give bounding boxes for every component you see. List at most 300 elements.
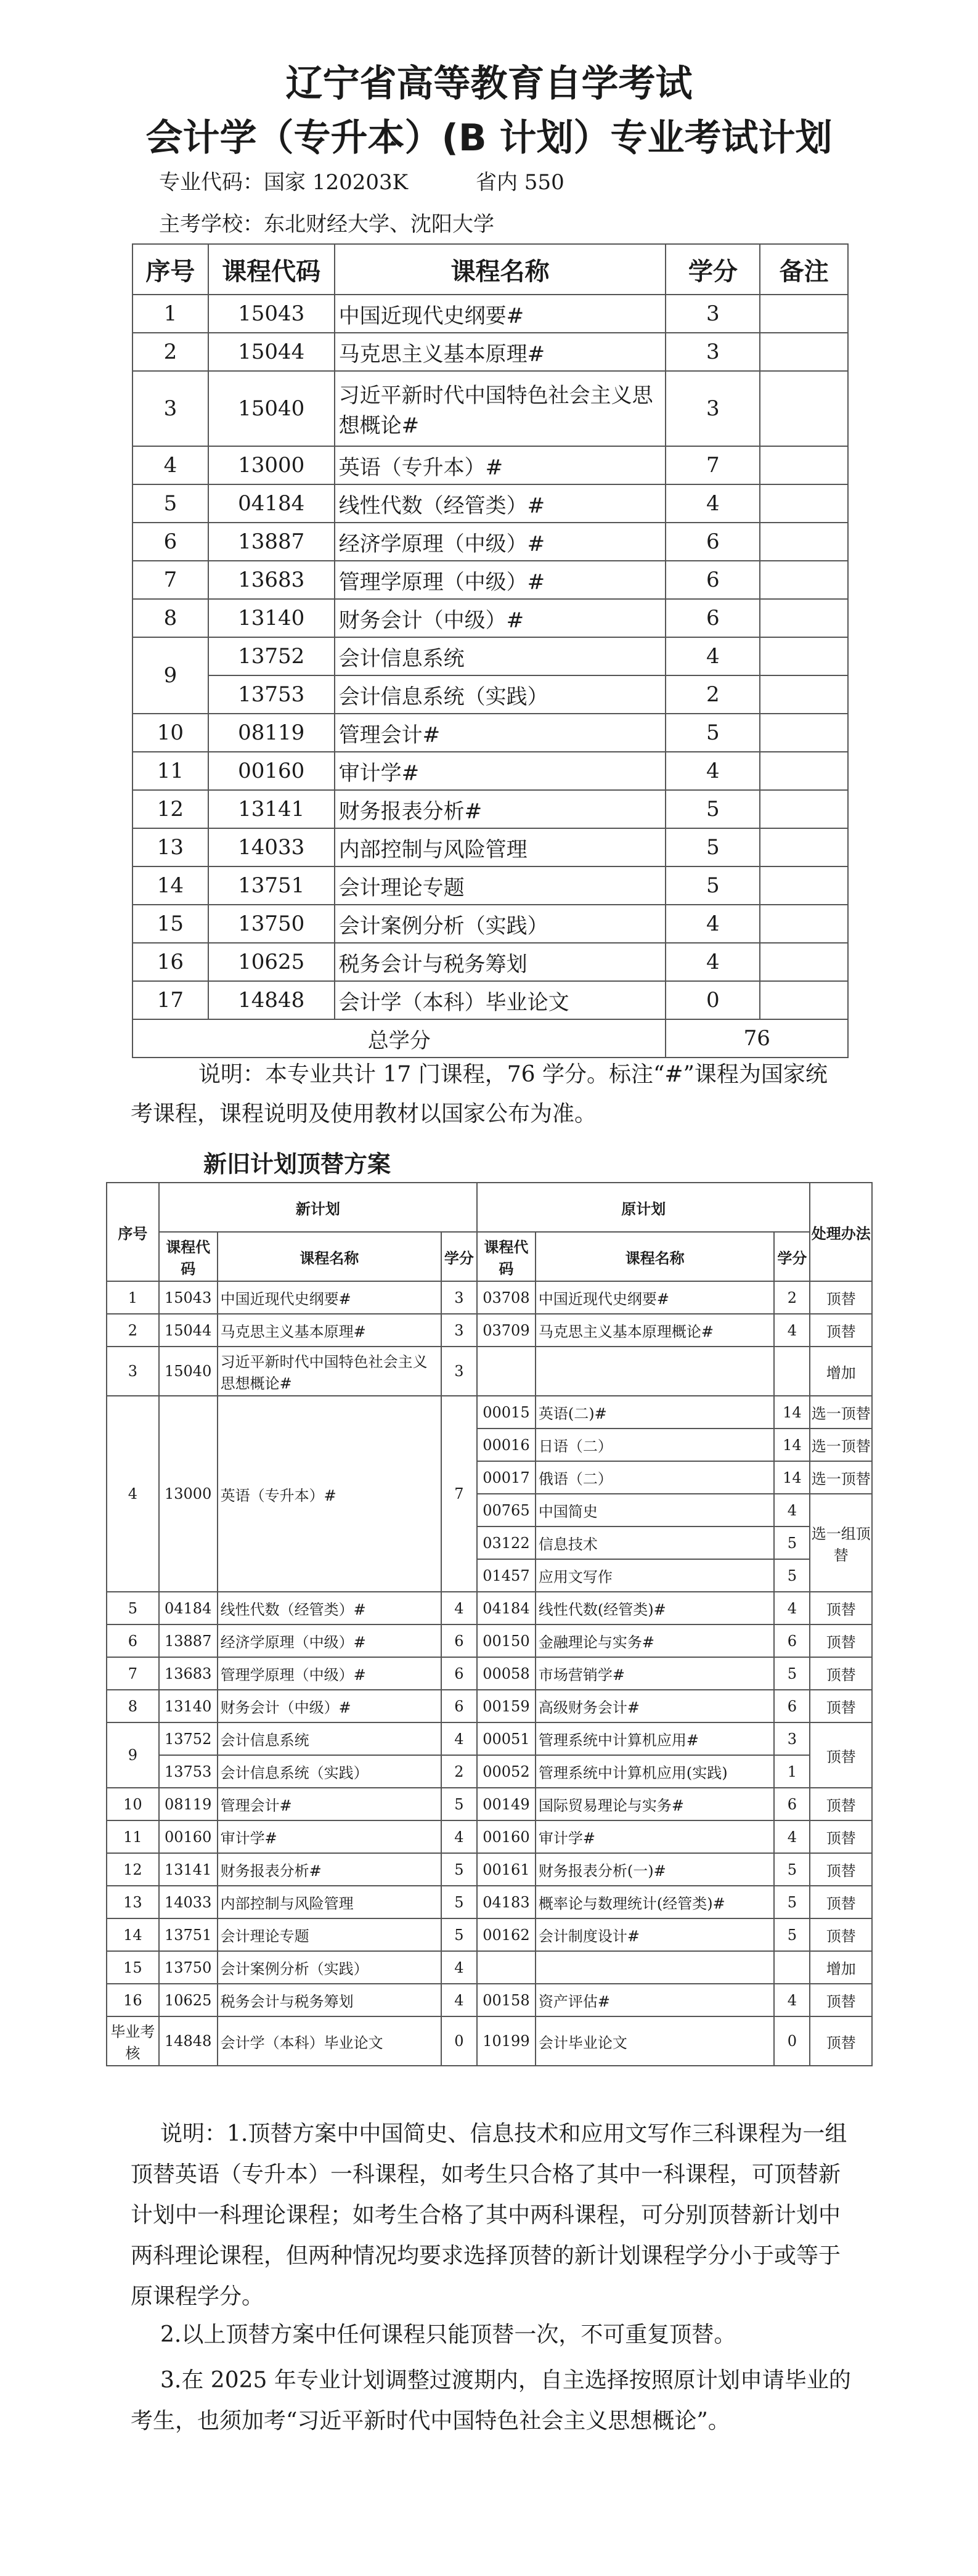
table-row (107, 1788, 872, 1820)
old-credit: 5 (774, 1886, 810, 1918)
old-credit: 5 (774, 1559, 810, 1592)
old-code: 00162 (477, 1918, 536, 1951)
table-row (132, 561, 848, 599)
method: 选一顶替 (810, 1396, 872, 1429)
new-credit: 5 (441, 1886, 477, 1918)
method: 顶替 (810, 1592, 872, 1624)
new-name: 会计信息系统（实践） (218, 1755, 441, 1788)
table-row (107, 1347, 872, 1396)
new-code: 15043 (159, 1281, 218, 1314)
header-remark: 备注 (760, 244, 848, 295)
method: 增加 (810, 1347, 872, 1396)
course-name: 审计学# (335, 752, 666, 790)
new-code: 13140 (159, 1690, 218, 1722)
table-row (132, 295, 848, 333)
course-name: 内部控制与风险管理 (335, 828, 666, 866)
table-row (132, 752, 848, 790)
new-code: 13750 (159, 1951, 218, 1984)
new-code: 13141 (159, 1853, 218, 1886)
new-name: 会计理论专题 (218, 1918, 441, 1951)
course-name: 财务报表分析# (335, 790, 666, 828)
method: 顶替 (810, 1722, 872, 1788)
new-credit: 2 (441, 1755, 477, 1788)
header-new-credit: 学分 (441, 1232, 477, 1281)
course-name: 税务会计与税务筹划 (335, 943, 666, 981)
old-code: 00015 (477, 1396, 536, 1429)
table-row (107, 1951, 872, 1984)
replacement-note-1: 说明：1.顶替方案中中国简史、信息技术和应用文写作三科课程为一组顶替英语（专升本）一科课程，如考生只合格了其中一科课程，可顶替新计划中一科理论课程；如考生合格了其中两科课程，可分别顶替新计划中两科理论课程，但两种情况均要求选择顶替的新计划课程学分小于或等于原课程学分。 (131, 2121, 847, 2309)
row-no: 15 (132, 905, 208, 943)
course-remark (760, 371, 848, 446)
row-no: 毕业考核 (107, 2016, 159, 2066)
table-row (107, 1592, 872, 1624)
old-credit: 14 (774, 1396, 810, 1429)
course-credit: 4 (666, 484, 760, 523)
new-credit: 3 (441, 1347, 477, 1396)
new-name: 审计学# (218, 1820, 441, 1853)
header-new-plan: 新计划 (159, 1183, 477, 1232)
header-no: 序号 (107, 1183, 159, 1281)
table-row (107, 1657, 872, 1690)
table-row (132, 484, 848, 523)
course-remark (760, 943, 848, 981)
course-remark (760, 484, 848, 523)
old-code: 00765 (477, 1494, 536, 1526)
old-name: 会计制度设计# (536, 1918, 774, 1951)
old-name: 马克思主义基本原理概论# (536, 1314, 774, 1347)
old-name: 俄语（二） (536, 1461, 774, 1494)
old-name: 中国简史 (536, 1494, 774, 1526)
old-name: 审计学# (536, 1820, 774, 1853)
course-name: 会计案例分析（实践） (335, 905, 666, 943)
old-code: 00058 (477, 1657, 536, 1690)
header-old-credit: 学分 (774, 1232, 810, 1281)
new-credit: 4 (441, 1592, 477, 1624)
old-code (477, 1347, 536, 1396)
document-title-line1: 辽宁省高等教育自学考试 (285, 62, 693, 105)
new-credit: 4 (441, 1820, 477, 1853)
old-credit: 5 (774, 1918, 810, 1951)
course-code: 13750 (208, 905, 335, 943)
course-code: 10625 (208, 943, 335, 981)
old-code: 00051 (477, 1722, 536, 1755)
course-code: 15044 (208, 333, 335, 371)
table-row (107, 1690, 872, 1722)
old-credit: 4 (774, 1494, 810, 1526)
old-credit: 6 (774, 1690, 810, 1722)
course-remark (760, 599, 848, 637)
method: 顶替 (810, 1984, 872, 2016)
old-name: 日语（二） (536, 1429, 774, 1461)
course-remark (760, 675, 848, 714)
old-credit: 0 (774, 2016, 810, 2066)
header-new-code: 课程代码 (159, 1232, 218, 1281)
old-name: 高级财务会计# (536, 1690, 774, 1722)
old-name: 信息技术 (536, 1526, 774, 1559)
old-code (477, 1951, 536, 1984)
row-no: 13 (107, 1886, 159, 1918)
table-row (132, 599, 848, 637)
table-row (107, 2016, 872, 2066)
row-no: 9 (132, 637, 208, 714)
table-row (132, 333, 848, 371)
course-name: 会计信息系统（实践） (335, 675, 666, 714)
new-name: 经济学原理（中级）# (218, 1624, 441, 1657)
new-credit: 6 (441, 1690, 477, 1722)
old-name: 管理系统中计算机应用(实践) (536, 1755, 774, 1788)
row-no: 2 (107, 1314, 159, 1347)
table-row (132, 828, 848, 866)
new-credit: 3 (441, 1314, 477, 1347)
old-code: 00159 (477, 1690, 536, 1722)
replacement-note-3: 3.在 2025 年专业计划调整过渡期内，自主选择按照原计划申请毕业的考生，也须加考“习近平新时代中国特色社会主义思想概论”。 (131, 2368, 851, 2434)
old-name: 国际贸易理论与实务# (536, 1788, 774, 1820)
row-no: 12 (107, 1853, 159, 1886)
row-no: 7 (107, 1657, 159, 1690)
course-remark (760, 637, 848, 675)
course-remark (760, 295, 848, 333)
row-no: 17 (132, 981, 208, 1019)
header-credit: 学分 (666, 244, 760, 295)
row-no: 1 (107, 1281, 159, 1314)
old-name: 财务报表分析(一)# (536, 1853, 774, 1886)
new-credit: 5 (441, 1788, 477, 1820)
old-code: 00017 (477, 1461, 536, 1494)
table-row (107, 1853, 872, 1886)
course-code: 04184 (208, 484, 335, 523)
header-old-plan: 原计划 (477, 1183, 810, 1232)
new-name: 习近平新时代中国特色社会主义思想概论# (218, 1347, 441, 1396)
new-code: 08119 (159, 1788, 218, 1820)
new-credit: 6 (441, 1624, 477, 1657)
header-old-code: 课程代码 (477, 1232, 536, 1281)
host-schools: 主考学校：东北财经大学、沈阳大学 (159, 212, 494, 237)
old-credit: 2 (774, 1281, 810, 1314)
course-credit: 4 (666, 752, 760, 790)
new-code: 13683 (159, 1657, 218, 1690)
course-credit: 7 (666, 446, 760, 484)
table-row (132, 637, 848, 675)
course-code: 08119 (208, 714, 335, 752)
table-header-row (132, 244, 848, 295)
course-name: 管理会计# (335, 714, 666, 752)
row-no: 10 (132, 714, 208, 752)
old-code: 00160 (477, 1820, 536, 1853)
new-name: 会计信息系统 (218, 1722, 441, 1755)
old-code: 04183 (477, 1886, 536, 1918)
table-row (132, 371, 848, 446)
old-credit: 4 (774, 1592, 810, 1624)
course-name: 财务会计（中级）# (335, 599, 666, 637)
table-row (107, 1624, 872, 1657)
course-code: 14848 (208, 981, 335, 1019)
new-name: 财务会计（中级）# (218, 1690, 441, 1722)
row-no: 14 (132, 866, 208, 905)
old-credit: 5 (774, 1657, 810, 1690)
course-credit: 5 (666, 714, 760, 752)
row-no: 15 (107, 1951, 159, 1984)
course-name: 英语（专升本）# (335, 446, 666, 484)
table-row (107, 1396, 872, 1429)
old-name: 线性代数(经管类)# (536, 1592, 774, 1624)
new-code: 13887 (159, 1624, 218, 1657)
course-code: 13141 (208, 790, 335, 828)
replacement-plan-title: 新旧计划顶替方案 (203, 1151, 391, 1178)
course-name: 会计学（本科）毕业论文 (335, 981, 666, 1019)
method: 选一顶替 (810, 1461, 872, 1494)
method: 顶替 (810, 1788, 872, 1820)
table-row (107, 1820, 872, 1853)
course-remark (760, 752, 848, 790)
new-code: 13000 (159, 1396, 218, 1592)
table-row (132, 714, 848, 752)
old-code: 03122 (477, 1526, 536, 1559)
course-code: 14033 (208, 828, 335, 866)
course-credit: 3 (666, 333, 760, 371)
course-remark (760, 905, 848, 943)
table-row (132, 523, 848, 561)
new-code: 04184 (159, 1592, 218, 1624)
row-no: 11 (132, 752, 208, 790)
course-code: 13752 (208, 637, 335, 675)
table-row (107, 1886, 872, 1918)
header-name: 课程名称 (335, 244, 666, 295)
old-name: 概率论与数理统计(经管类)# (536, 1886, 774, 1918)
table-row (107, 1722, 872, 1755)
total-label: 总学分 (132, 1019, 666, 1058)
course-remark (760, 333, 848, 371)
old-credit: 6 (774, 1624, 810, 1657)
old-credit: 1 (774, 1755, 810, 1788)
header-old-name: 课程名称 (536, 1232, 774, 1281)
new-name: 中国近现代史纲要# (218, 1281, 441, 1314)
new-name: 马克思主义基本原理# (218, 1314, 441, 1347)
row-no: 7 (132, 561, 208, 599)
old-code: 00161 (477, 1853, 536, 1886)
old-code: 03709 (477, 1314, 536, 1347)
old-name (536, 1951, 774, 1984)
course-name: 中国近现代史纲要# (335, 295, 666, 333)
table-row (107, 1918, 872, 1951)
course-name: 管理学原理（中级）# (335, 561, 666, 599)
course-code: 13887 (208, 523, 335, 561)
course-code: 15043 (208, 295, 335, 333)
new-name: 税务会计与税务筹划 (218, 1984, 441, 2016)
new-credit: 5 (441, 1918, 477, 1951)
old-credit: 3 (774, 1722, 810, 1755)
new-code: 13751 (159, 1918, 218, 1951)
old-credit: 4 (774, 1820, 810, 1853)
header-no: 序号 (132, 244, 208, 295)
course-name: 习近平新时代中国特色社会主义思想概论# (335, 371, 666, 446)
course-credit: 5 (666, 866, 760, 905)
table-row (132, 866, 848, 905)
new-name: 财务报表分析# (218, 1853, 441, 1886)
new-name: 内部控制与风险管理 (218, 1886, 441, 1918)
course-credit: 6 (666, 523, 760, 561)
table-row (107, 1281, 872, 1314)
course-remark (760, 714, 848, 752)
course-name: 经济学原理（中级）# (335, 523, 666, 561)
course-name: 线性代数（经管类）# (335, 484, 666, 523)
new-name: 管理会计# (218, 1788, 441, 1820)
major-code: 专业代码：国家 120203K (159, 170, 408, 195)
old-code: 01457 (477, 1559, 536, 1592)
course-plan-table (132, 243, 849, 1058)
old-code: 04184 (477, 1592, 536, 1624)
table-row (107, 1984, 872, 2016)
new-name: 英语（专升本）# (218, 1396, 441, 1592)
province-code: 省内 550 (476, 170, 564, 195)
method: 顶替 (810, 1314, 872, 1347)
row-no: 11 (107, 1820, 159, 1853)
new-name: 线性代数（经管类）# (218, 1592, 441, 1624)
old-code: 00052 (477, 1755, 536, 1788)
course-remark (760, 523, 848, 561)
table-header-row (107, 1232, 872, 1281)
new-code: 14033 (159, 1886, 218, 1918)
old-name: 应用文写作 (536, 1559, 774, 1592)
row-no: 8 (107, 1690, 159, 1722)
old-credit: 5 (774, 1526, 810, 1559)
course-credit: 6 (666, 599, 760, 637)
new-code: 10625 (159, 1984, 218, 2016)
course-remark (760, 981, 848, 1019)
course-code: 13683 (208, 561, 335, 599)
old-credit: 14 (774, 1461, 810, 1494)
method: 选一组顶替 (810, 1494, 872, 1592)
new-code: 00160 (159, 1820, 218, 1853)
course-code: 13000 (208, 446, 335, 484)
new-code: 15044 (159, 1314, 218, 1347)
course-credit: 0 (666, 981, 760, 1019)
old-credit: 4 (774, 1984, 810, 2016)
method: 顶替 (810, 2016, 872, 2066)
header-method: 处理办法 (810, 1183, 872, 1281)
course-credit: 4 (666, 637, 760, 675)
method: 顶替 (810, 1690, 872, 1722)
new-name: 管理学原理（中级）# (218, 1657, 441, 1690)
table-header-row (107, 1183, 872, 1232)
course-name: 会计理论专题 (335, 866, 666, 905)
row-no: 3 (107, 1347, 159, 1396)
new-credit: 7 (441, 1396, 477, 1592)
old-credit: 6 (774, 1788, 810, 1820)
header-code: 课程代码 (208, 244, 335, 295)
old-name: 资产评估# (536, 1984, 774, 2016)
row-no: 12 (132, 790, 208, 828)
row-no: 6 (132, 523, 208, 561)
course-credit: 2 (666, 675, 760, 714)
replacement-note-2: 2.以上顶替方案中任何课程只能顶替一次，不可重复顶替。 (160, 2322, 736, 2347)
old-credit (774, 1347, 810, 1396)
new-credit: 6 (441, 1657, 477, 1690)
new-credit: 4 (441, 1951, 477, 1984)
method: 顶替 (810, 1886, 872, 1918)
old-name: 会计毕业论文 (536, 2016, 774, 2066)
new-name: 会计案例分析（实践） (218, 1951, 441, 1984)
old-code: 00158 (477, 1984, 536, 2016)
method: 选一顶替 (810, 1429, 872, 1461)
row-no: 5 (132, 484, 208, 523)
row-no: 16 (107, 1984, 159, 2016)
total-value: 76 (666, 1019, 848, 1058)
method: 顶替 (810, 1657, 872, 1690)
table-row (132, 981, 848, 1019)
old-name: 管理系统中计算机应用# (536, 1722, 774, 1755)
old-code: 00150 (477, 1624, 536, 1657)
old-name: 中国近现代史纲要# (536, 1281, 774, 1314)
course-credit: 3 (666, 371, 760, 446)
method: 顶替 (810, 1624, 872, 1657)
course-remark (760, 561, 848, 599)
course-remark (760, 828, 848, 866)
method: 顶替 (810, 1281, 872, 1314)
row-no: 8 (132, 599, 208, 637)
document-title-line2: 会计学（专升本）(B 计划）专业考试计划 (145, 116, 833, 160)
course-credit: 6 (666, 561, 760, 599)
course-remark (760, 866, 848, 905)
course-remark (760, 790, 848, 828)
row-no: 2 (132, 333, 208, 371)
new-code: 13753 (159, 1755, 218, 1788)
course-credit: 5 (666, 828, 760, 866)
row-no: 14 (107, 1918, 159, 1951)
table-row (107, 1314, 872, 1347)
old-credit: 14 (774, 1429, 810, 1461)
course-code: 13751 (208, 866, 335, 905)
new-credit: 4 (441, 1984, 477, 2016)
old-code: 10199 (477, 2016, 536, 2066)
major-code-line (159, 165, 564, 195)
table-row (132, 790, 848, 828)
new-credit: 4 (441, 1722, 477, 1755)
course-name: 马克思主义基本原理# (335, 333, 666, 371)
row-no: 9 (107, 1722, 159, 1788)
method: 增加 (810, 1951, 872, 1984)
old-credit: 5 (774, 1853, 810, 1886)
course-credit: 3 (666, 295, 760, 333)
table-row (107, 1755, 872, 1788)
new-name: 会计学（本科）毕业论文 (218, 2016, 441, 2066)
table-row (132, 943, 848, 981)
new-code: 14848 (159, 2016, 218, 2066)
row-no: 13 (132, 828, 208, 866)
row-no: 6 (107, 1624, 159, 1657)
course-credit: 4 (666, 943, 760, 981)
row-no: 10 (107, 1788, 159, 1820)
row-no: 1 (132, 295, 208, 333)
course-code: 15040 (208, 371, 335, 446)
new-credit: 5 (441, 1853, 477, 1886)
row-no: 5 (107, 1592, 159, 1624)
new-credit: 3 (441, 1281, 477, 1314)
course-code: 00160 (208, 752, 335, 790)
method: 顶替 (810, 1820, 872, 1853)
new-code: 15040 (159, 1347, 218, 1396)
method: 顶替 (810, 1918, 872, 1951)
old-code: 00149 (477, 1788, 536, 1820)
replacement-table (106, 1182, 873, 2066)
table-row (132, 446, 848, 484)
old-name: 英语(二)# (536, 1396, 774, 1429)
old-name (536, 1347, 774, 1396)
course-remark (760, 446, 848, 484)
old-credit: 4 (774, 1314, 810, 1347)
header-new-name: 课程名称 (218, 1232, 441, 1281)
row-no: 16 (132, 943, 208, 981)
total-row (132, 1019, 848, 1058)
